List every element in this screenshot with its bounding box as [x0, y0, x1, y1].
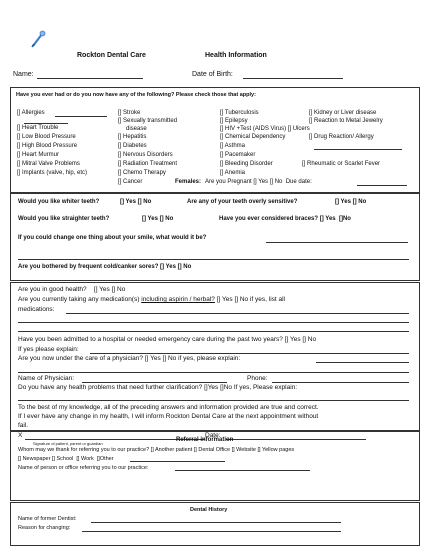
condition-item[interactable]: [] High Blood Pressure	[17, 143, 78, 149]
referral-title: Referral information	[176, 437, 234, 443]
referral-person-field[interactable]	[175, 470, 310, 471]
q-whiter-teeth: Would you like whiter teeth?	[18, 199, 100, 205]
former-dentist-field[interactable]	[91, 522, 341, 523]
condition-item[interactable]: [] HIV +Test (AIDS Virus) [] Ulcers	[220, 126, 310, 132]
pregnancy-question[interactable]: Are you Pregnant [] Yes [] No Due date:	[205, 179, 312, 185]
condition-item[interactable]: [] Nervous Disorders	[118, 152, 173, 158]
health-problems-field[interactable]	[18, 400, 409, 401]
q-medications-options[interactable]: [] Yes [] No if yes, list all	[214, 296, 286, 303]
condition-item[interactable]: [] Bleeding Disorder	[220, 161, 273, 167]
condition-item[interactable]: [] Rheumatic or Scarlet Fever	[302, 161, 381, 167]
condition-item[interactable]: [] Implants (valve, hip, etc)	[17, 170, 88, 176]
condition-item[interactable]: [] Pacemaker	[220, 152, 256, 158]
drug-reaction-field[interactable]	[314, 149, 402, 150]
q-whiter-options[interactable]: [] Yes [] No	[120, 199, 152, 205]
dob-field[interactable]	[243, 78, 343, 79]
physician-name-field[interactable]	[82, 382, 227, 383]
condition-item[interactable]: [] Heart Murmur	[17, 152, 60, 158]
condition-item[interactable]: [] Sexually transmitted	[118, 118, 178, 124]
physician-explain-field[interactable]	[316, 362, 409, 363]
phone-label: Phone:	[247, 375, 268, 382]
medications-field-2[interactable]	[18, 322, 409, 323]
form-title: Health Information	[205, 52, 267, 59]
medications-field-3[interactable]	[18, 331, 409, 332]
q-medications-text: Are you currently taking any medication(s)	[18, 296, 142, 303]
former-dentist-label: Name of former Dentist:	[18, 516, 77, 522]
medications-label: medications:	[18, 306, 55, 313]
q-good-health[interactable]: Are you in good health? [] Yes [] No	[18, 286, 126, 293]
name-field[interactable]	[37, 78, 143, 79]
condition-item[interactable]: [] Asthma	[220, 143, 246, 149]
q-health-problems[interactable]: Do you have any health problems that need further clarification? []Yes []No If yes, Please explain:	[18, 384, 298, 391]
q-straighter-options[interactable]: [] Yes [] No	[142, 216, 174, 222]
conditions-box	[10, 87, 420, 193]
aspirin-herbal-text: including aspirin / herbal?	[141, 296, 215, 303]
attestation-line-1: To the best of my knowledge, all of the preceding answers and information provided are true and correct.	[18, 404, 319, 411]
condition-item[interactable]: [] Stroke	[118, 110, 141, 116]
condition-item[interactable]: [] Radiation Treatment	[118, 161, 178, 167]
medications-field[interactable]	[66, 313, 409, 314]
condition-item[interactable]: [] Chemo Therapy	[118, 170, 166, 176]
q-hospital[interactable]: Have you been admitted to a hospital or needed emergency care during the past two years? [] Yes [] No	[18, 336, 317, 343]
hospital-explain-field[interactable]	[90, 353, 409, 354]
physician-explain-field-2[interactable]	[18, 372, 409, 373]
reason-label: Reason for changing:	[18, 525, 71, 531]
change-smile-field-2[interactable]	[18, 259, 409, 260]
q-sensitive-teeth: Are any of your teeth overly sensitive?	[187, 199, 298, 205]
condition-item[interactable]: [] Cancer	[118, 179, 143, 185]
q-straighter-teeth: Would you like straighter teeth?	[18, 216, 110, 222]
dental-history-title: Dental History	[190, 507, 228, 513]
referral-line-1[interactable]: Whom may we thank for referring you to our practice? [] Another patient [] Dental Office [] Website [] Yellow pages	[18, 447, 295, 453]
allergies-field-2[interactable]	[24, 123, 68, 124]
condition-item[interactable]: [] Anemia	[220, 170, 246, 176]
condition-item[interactable]: [] Chemical Dependency	[220, 134, 286, 140]
q-canker-sores[interactable]: Are you bothered by frequent cold/canker sores? [] Yes [] No	[18, 264, 192, 270]
signature-x: X	[18, 432, 23, 439]
q-medications	[18, 296, 285, 303]
due-date-field[interactable]	[357, 185, 407, 186]
signature-caption: Signature of patient, parent or guardian	[33, 441, 103, 446]
change-smile-field[interactable]	[266, 242, 408, 243]
date-label: Date:	[205, 432, 221, 439]
referral-line-2[interactable]: [] Newspaper [] School [] Work []Other	[18, 456, 114, 462]
condition-item[interactable]: [] Tuberculosis	[220, 110, 259, 116]
hospital-explain-label: If yes please explain:	[18, 346, 79, 353]
physician-name-label: Name of Physician:	[18, 375, 74, 382]
attestation-line-3: fail.	[18, 422, 29, 429]
reason-field[interactable]	[82, 531, 341, 532]
q-braces[interactable]: Have you ever considered braces? [] Yes []No	[219, 216, 351, 222]
conditions-question: Have you ever had or do you now have any of the following? Please check those that apply:	[16, 92, 256, 98]
q-change-smile: If you could change one thing about your smile, what would it be?	[18, 235, 207, 241]
clinic-name: Rockton Dental Care	[77, 52, 146, 59]
q-sensitive-options[interactable]: [] Yes [] No	[335, 199, 367, 205]
q-physician[interactable]: Are you now under the care of a physician? [] Yes [] No if yes, please explain:	[18, 355, 241, 362]
attestation-line-2: If I ever have any change in my health, I will inform Rockton Dental Care at the next appointment without	[18, 413, 319, 420]
condition-item[interactable]: [] Heart Trouble	[17, 125, 59, 131]
females-label: Females:	[175, 179, 202, 185]
phone-field[interactable]	[272, 382, 409, 383]
condition-item[interactable]: [] Mitral Valve Problems	[17, 161, 80, 167]
condition-item[interactable]: [] Drug Reaction/ Allergy	[309, 134, 374, 140]
condition-item[interactable]: [] Diabetes	[118, 143, 147, 149]
clinic-logo-icon	[30, 30, 46, 48]
referral-line-3: Name of person or office referring you to our practice:	[18, 465, 149, 471]
condition-item[interactable]: [] Reaction to Metal Jewelry	[309, 118, 383, 124]
referral-other-field[interactable]	[130, 461, 225, 462]
condition-item[interactable]: [] Allergies	[17, 110, 45, 116]
allergies-field[interactable]	[55, 116, 107, 117]
condition-item-continued: disease	[126, 126, 147, 132]
condition-item[interactable]: [] Hepatitis	[118, 134, 147, 140]
condition-item[interactable]: [] Epilepsy	[220, 118, 248, 124]
name-label: Name:	[13, 71, 34, 78]
condition-item[interactable]: [] Low Blood Pressure	[17, 134, 76, 140]
condition-item[interactable]: [] Kidney or Liver disease	[309, 110, 377, 116]
dob-label: Date of Birth:	[192, 71, 233, 78]
